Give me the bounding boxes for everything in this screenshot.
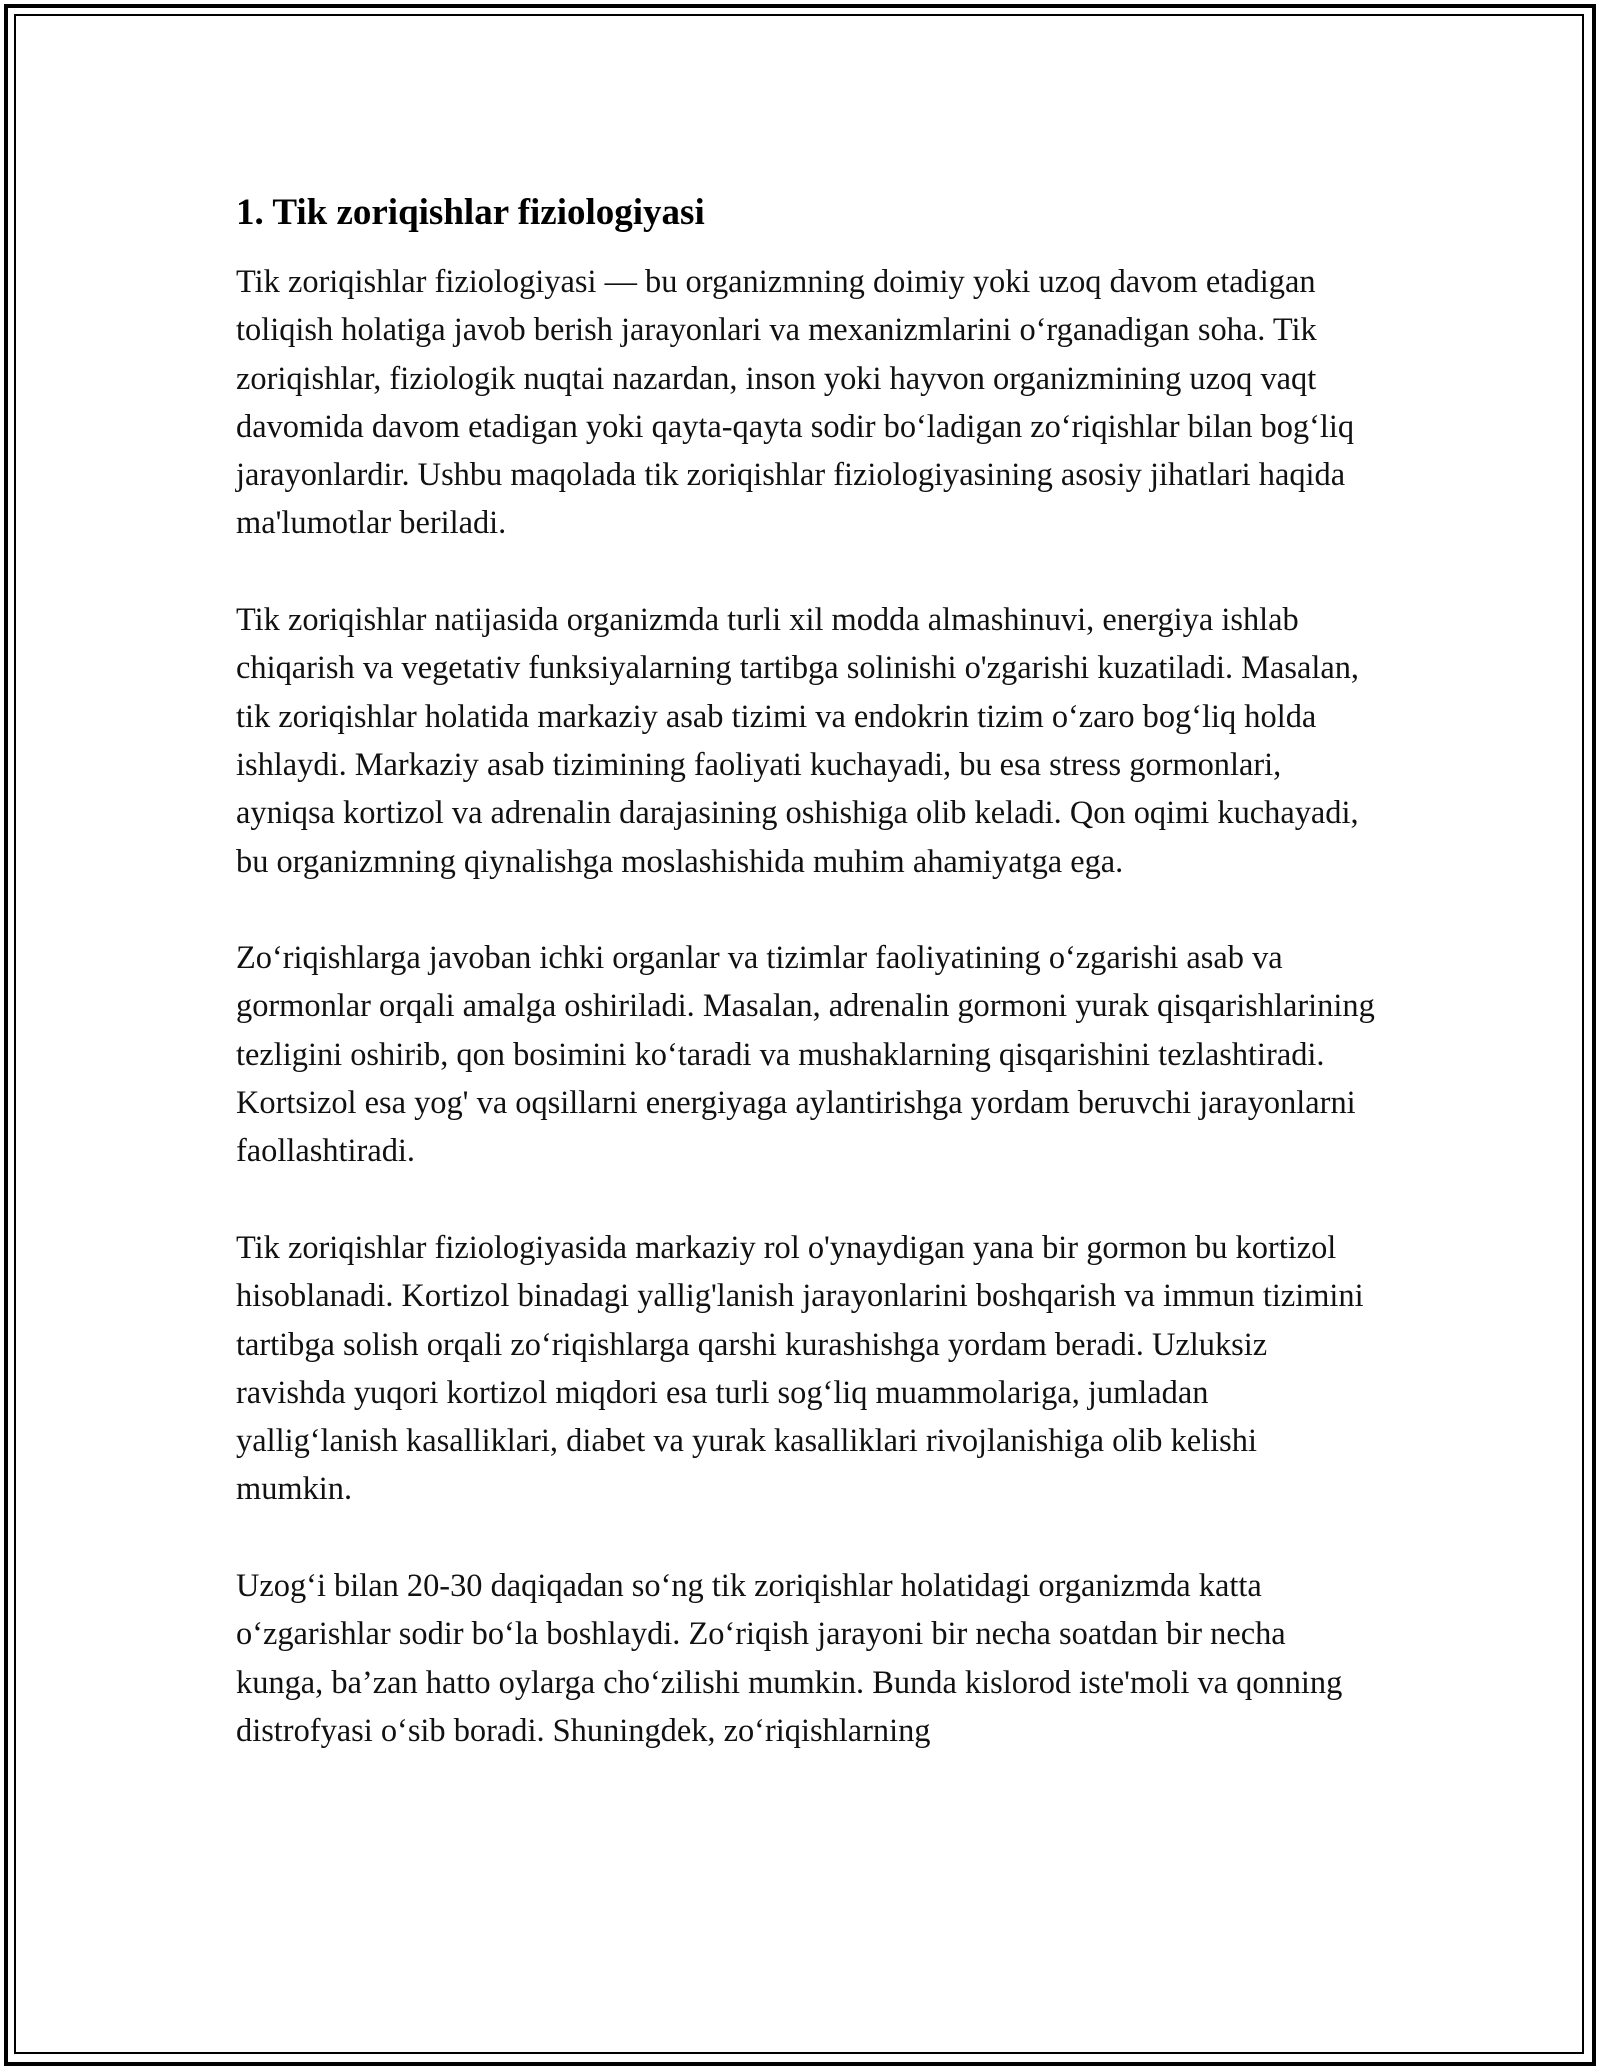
paragraph-2: Tik zoriqishlar natijasida organizmda turli xil modda almashinuvi, energiya ishlab chiqarish va vegetativ funksiyalarning tartibga solinishi o'zgarishi kuzatiladi. Masalan, tik zoriqishlar holatida markaziy asab tizimi va endokrin tizim o‘zaro bog‘liq holda ishlaydi. Markaziy asab tizimining faoliyati kuchayadi, bu esa stress gormonlari, ayniqsa kortizol va adrenalin darajasining oshishiga olib keladi. Qon oqimi kuchayadi, bu organizmning qiynalishga moslashishida muhim ahamiyatga ega. (236, 602, 1360, 880)
paragraph-3: Zo‘riqishlarga javoban ichki organlar va tizimlar faoliyatining o‘zgarishi asab va gormonlar orqali amalga oshiriladi. Masalan, adrenalin gormoni yurak qisqarishlarining tezligini oshirib, qon bosimini ko‘taradi va mushaklarning qisqarishini tezlashtiradi. Kortsizol esa yog' va oqsillarni energiyaga aylantirishga yordam beruvchi jarayonlarni faollashtiradi. (236, 940, 1375, 1170)
section-heading: 1. Tik zoriqishlar fiziologiyasi (236, 192, 705, 233)
paragraph-4: Tik zoriqishlar fiziologiyasida markaziy rol o'ynaydigan yana bir gormon bu kortizol hisoblanadi. Kortizol binadagi yallig'lanish jarayonlarini boshqarish va immun tizimini tartibga solish orqali zo‘riqishlarga qarshi kurashishga yordam beradi. Uzluksiz ravishda yuqori kortizol miqdori esa turli sog‘liq muammolariga, jumladan yallig‘lanish kasalliklari, diabet va yurak kasalliklari rivojlanishiga olib kelishi mumkin. (236, 1229, 1364, 1508)
document-body (236, 190, 1376, 1804)
paragraph-5: Uzog‘i bilan 20-30 daqiqadan so‘ng tik zoriqishlar holatidagi organizmda katta o‘zgarishlar sodir bo‘la boshlaydi. Zo‘riqish jarayoni bir necha soatdan bir necha kunga, ba’zan hatto oylarga cho‘zilishi mumkin. Bunda kislorod iste'moli va qonning distrofyasi o‘sib boradi. Shuningdek, zo‘riqishlarning (236, 1568, 1343, 1749)
paragraph-1: Tik zoriqishlar fiziologiyasi — bu organizmning doimiy yoki uzoq davom etadigan toliqish holatiga javob berish jarayonlari va mexanizmlarini o‘rganadigan soha. Tik zoriqishlar, fiziologik nuqtai nazardan, inson yoki hayvon organizmining uzoq vaqt davomida davom etadigan yoki qayta-qayta sodir bo‘ladigan zo‘riqishlar bilan bog‘liq jarayonlardir. Ushbu maqolada tik zoriqishlar fiziologiyasining asosiy jihatlari haqida ma'lumotlar beriladi. (236, 264, 1355, 542)
